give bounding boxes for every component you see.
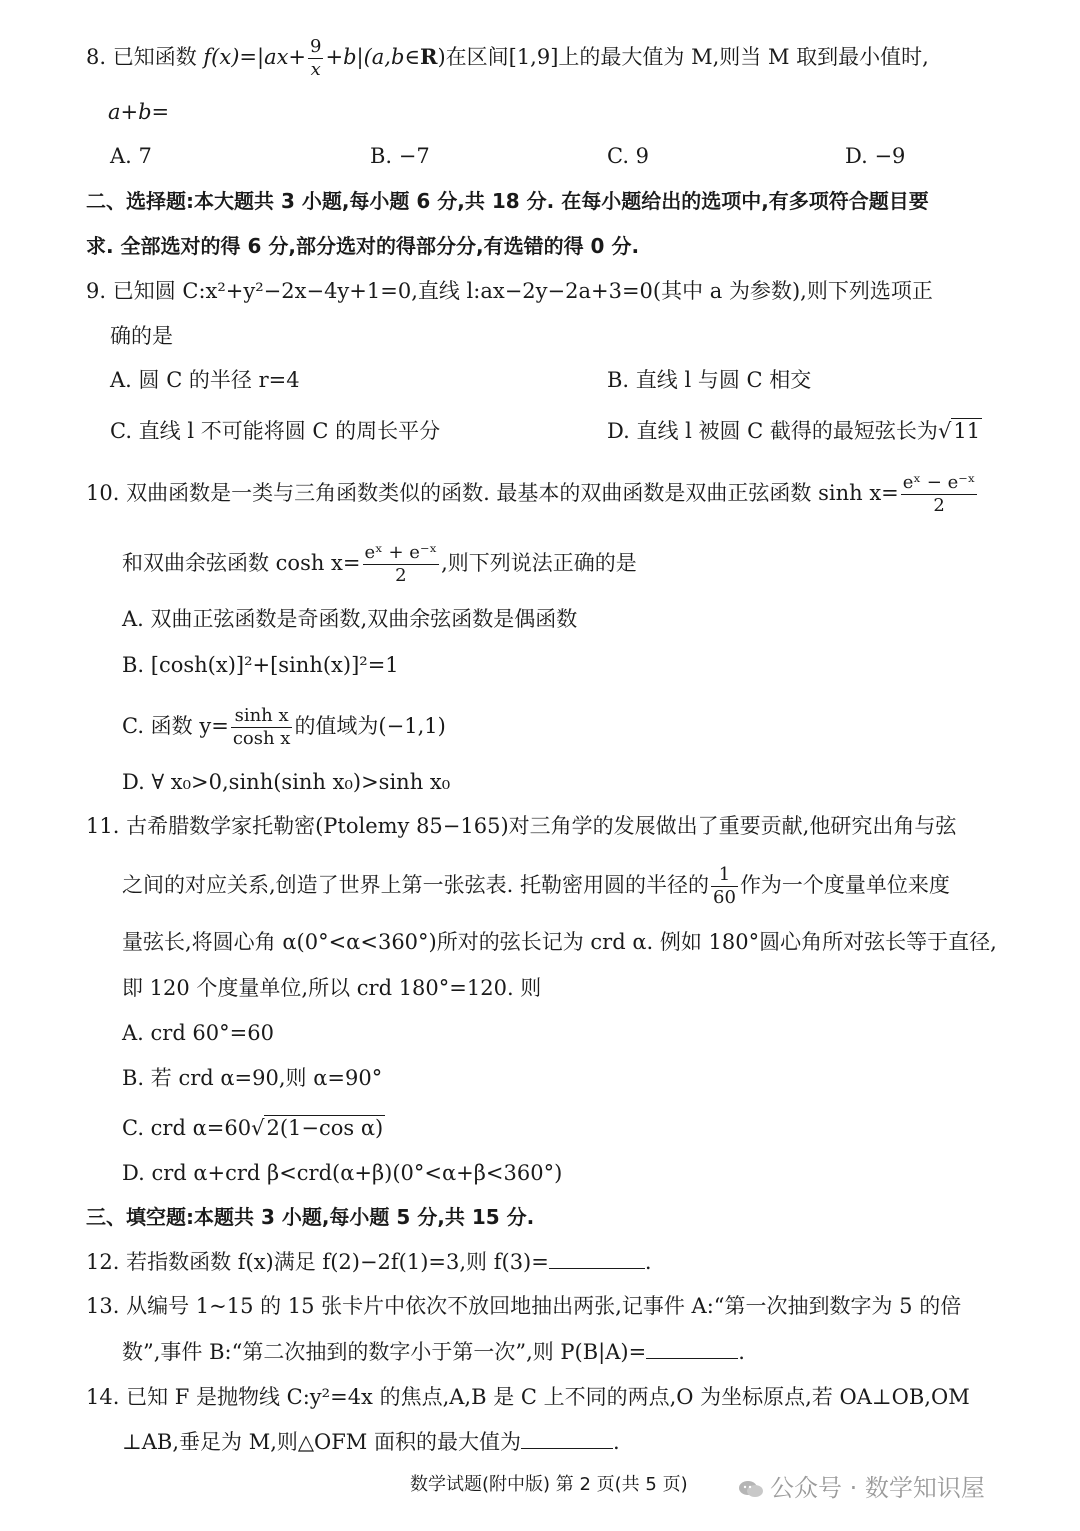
q9-sqrt: √11 [937, 419, 981, 443]
q14-period: . [613, 1430, 620, 1454]
q14-stem-line2 [122, 1427, 620, 1457]
q10-stem [86, 474, 979, 515]
section2-instructions: 求. 全部选对的得 6 分,部分选对的得部分分,有选错的得 0 分. [86, 234, 640, 258]
q13-answer-blank[interactable] [646, 1358, 738, 1359]
q8-option-c: C. 9 [607, 144, 650, 168]
q8-frac-num: 9 [310, 36, 322, 57]
q8-stem [86, 38, 929, 79]
page-footer: 数学试题(附中版) 第 2 页(共 5 页) [410, 1474, 688, 1495]
q8-stem-tail: )在区间[1,9]上的最大值为 M,则当 M 取到最小值时, [437, 45, 929, 69]
q11-fraction [711, 866, 738, 907]
q8-stem-post: +b|(a,b∈ [325, 45, 420, 69]
q13-stem: 13. 从编号 1~15 的 15 张卡片中依次不放回地抽出两张,记事件 A:“第一次抽到数字为 5 的倍 [86, 1294, 962, 1318]
watermark [738, 1468, 985, 1503]
q9-stem-line2: 确的是 [110, 324, 173, 348]
q10-sinh-num: eˣ − e⁻ˣ [902, 472, 976, 493]
q11-option-a: A. crd 60°=60 [122, 1021, 274, 1045]
q10-stem-tail: ,则下列说法正确的是 [441, 551, 637, 575]
q11-option-b: B. 若 crd α=90,则 α=90° [122, 1066, 383, 1090]
q11-stem-line2-pre: 之间的对应关系,创造了世界上第一张弦表. 托勒密用圆的半径的 [122, 873, 710, 897]
q9-option-d [607, 416, 982, 446]
q10-option-c-pre: C. 函数 y= [122, 714, 229, 738]
q8-real-set: R [419, 44, 438, 69]
q9-option-a: A. 圆 C 的半径 r=4 [110, 368, 300, 392]
q9-sqrt-radicand: 11 [953, 419, 981, 443]
q11-frac-num: 1 [711, 866, 738, 887]
q11-stem-line4: 即 120 个度量单位,所以 crd 180°=120. 则 [122, 976, 542, 1000]
q14-stem: 14. 已知 F 是抛物线 C:y²=4x 的焦点,A,B 是 C 上不同的两点,O 为坐标原点,若 OA⊥OB,OM [86, 1385, 970, 1409]
q10-option-c [122, 707, 446, 748]
q8-stem-pre: 8. 已知函数 [86, 45, 204, 69]
q10-cosh-num: eˣ + e⁻ˣ [364, 542, 438, 563]
q10-option-c-fraction [231, 707, 293, 748]
q10-stem-line2 [122, 544, 637, 585]
q11-stem-line3: 量弦长,将圆心角 α(0°<α<360°)所对的弦长记为 crd α. 例如 180°圆心角所对弦长等于直径, [122, 930, 997, 954]
q12-stem [86, 1247, 652, 1277]
q11-option-c [122, 1113, 385, 1143]
q10-sinh-den: 2 [933, 495, 945, 516]
q8-function: f(x)=|ax+ [203, 45, 307, 69]
q8-option-d: D. −9 [845, 144, 906, 168]
q13-text: 数”,事件 B:“第二次抽到的数字小于第一次”,则 P(B|A)= [122, 1340, 647, 1364]
q9-option-d-text: D. 直线 l 被圆 C 截得的最短弦长为 [607, 419, 938, 443]
q9-option-b: B. 直线 l 与圆 C 相交 [607, 368, 812, 392]
q14-answer-blank[interactable] [521, 1448, 613, 1449]
q11-option-c-pre: C. crd α=60 [122, 1116, 252, 1140]
q11-stem-line2 [122, 866, 950, 907]
q8-option-a: A. 7 [110, 144, 152, 168]
q14-text: ⊥AB,垂足为 M,则△OFM 面积的最大值为 [122, 1430, 521, 1454]
q10-option-a: A. 双曲正弦函数是奇函数,双曲余弦函数是偶函数 [122, 607, 578, 631]
q12-period: . [644, 1250, 652, 1274]
q10-option-c-num: sinh x [231, 707, 293, 728]
section3-heading: 三、填空题:本题共 3 小题,每小题 5 分,共 15 分. [86, 1205, 535, 1229]
q10-option-b: B. [cosh(x)]²+[sinh(x)]²=1 [122, 653, 399, 677]
q9-stem: 9. 已知圆 C:x²+y²−2x−4y+1=0,直线 l:ax−2y−2a+3=0(其中 a 为参数),则下列选项正 [86, 279, 933, 303]
q10-stem-text: 10. 双曲函数是一类与三角函数类似的函数. 最基本的双曲函数是双曲正弦函数 sinh x= [86, 481, 899, 505]
q10-option-c-post: 的值域为(−1,1) [294, 714, 446, 738]
q11-sqrt-radicand: 2(1−cos α) [266, 1116, 384, 1140]
q11-option-d: D. crd α+crd β<crd(α+β)(0°<α+β<360°) [122, 1161, 563, 1185]
watermark-text: 公众号 · 数学知识屋 [770, 1474, 985, 1502]
q9-option-c: C. 直线 l 不可能将圆 C 的周长平分 [110, 419, 441, 443]
q10-cosh-den: 2 [395, 565, 407, 586]
q10-cosh-fraction [363, 544, 440, 585]
section2-heading: 二、选择题:本大题共 3 小题,每小题 6 分,共 18 分. 在每小题给出的选项中,有多项符合题目要 [86, 189, 929, 213]
q10-option-d: D. ∀ x₀>0,sinh(sinh x₀)>sinh x₀ [122, 770, 451, 794]
q11-stem-line2-post: 作为一个度量单位来度 [739, 873, 950, 897]
q12-text: 12. 若指数函数 f(x)满足 f(2)−2f(1)=3,则 f(3)= [86, 1250, 549, 1274]
q10-sinh-fraction [901, 474, 978, 515]
q8-frac-den: x [310, 59, 321, 80]
q8-option-b: B. −7 [370, 144, 430, 168]
q13-stem-line2 [122, 1337, 745, 1367]
q11-sqrt: √2(1−cos α) [251, 1116, 384, 1140]
q13-period: . [738, 1340, 745, 1364]
q11-stem: 11. 古希腊数学家托勒密(Ptolemy 85−165)对三角学的发展做出了重要贡献,他研究出角与弦 [86, 814, 957, 838]
q8-line2: a+b= [108, 100, 170, 124]
q10-cosh-text: 和双曲余弦函数 cosh x= [122, 551, 361, 575]
q11-frac-den: 60 [713, 887, 736, 908]
q8-fraction [308, 38, 323, 79]
wechat-icon [738, 1479, 764, 1499]
q10-option-c-den: cosh x [232, 728, 291, 749]
q12-answer-blank[interactable] [549, 1268, 645, 1269]
